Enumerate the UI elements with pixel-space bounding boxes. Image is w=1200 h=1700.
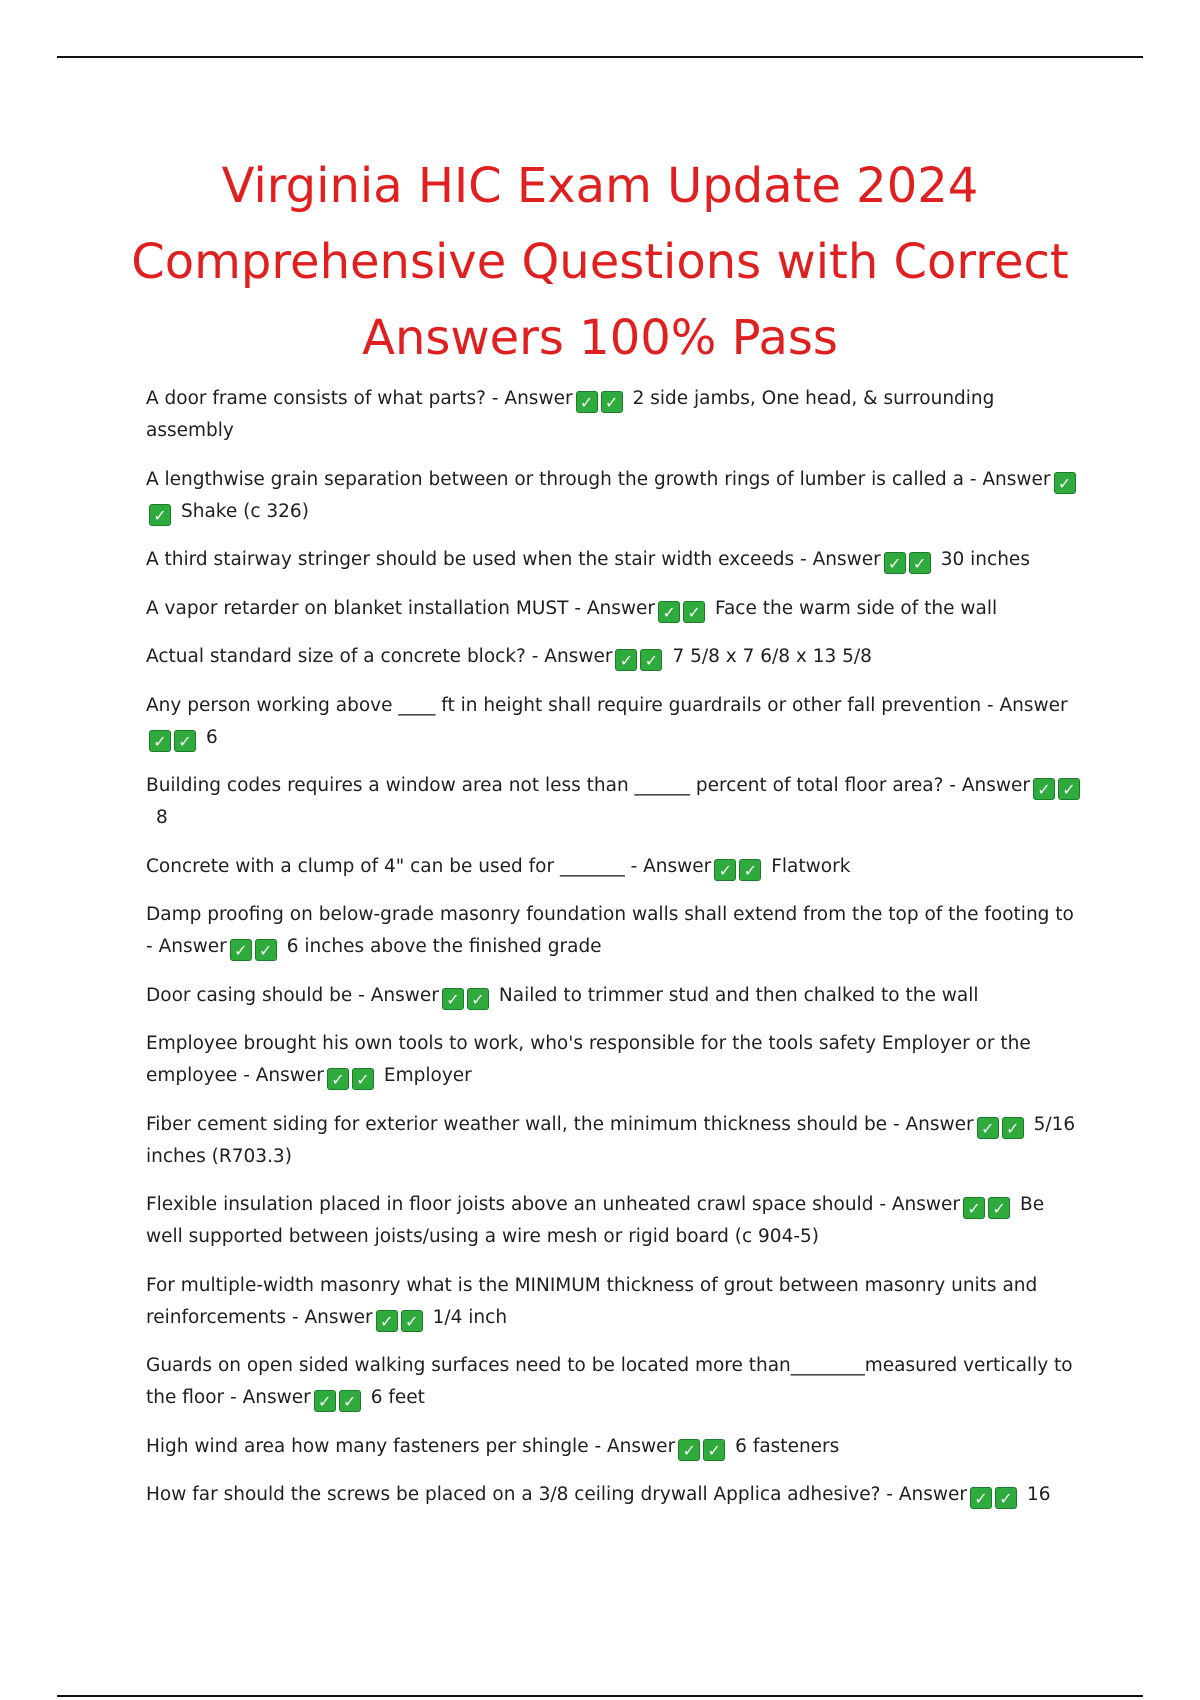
answer-text: Be well supported between joists/using a wire mesh or rigid board (c 904-5) bbox=[146, 1194, 1045, 1247]
answer-label: Answer bbox=[961, 775, 1030, 796]
question-text: Employee brought his own tools to work, who's responsible for the tools safety Employer or the employee - bbox=[146, 1033, 1031, 1086]
answer-label: Answer bbox=[905, 1113, 974, 1135]
answer-label: Answer bbox=[999, 694, 1068, 716]
check-mark-icon: ✓ bbox=[327, 1068, 349, 1090]
answer-text: Face the warm side of the wall bbox=[715, 597, 998, 619]
check-mark-icon: ✓ bbox=[714, 859, 736, 881]
question-text: How far should the screws be placed on a 3/8 ceiling drywall Applica adhesive? - bbox=[146, 1484, 899, 1505]
check-mark-icon: ✓ bbox=[1058, 778, 1080, 800]
check-mark-icon: ✓ bbox=[376, 1310, 398, 1332]
qa-item bbox=[146, 544, 1086, 576]
check-mark-icon: ✓ bbox=[314, 1390, 336, 1412]
check-mark-icon: ✓ bbox=[1033, 778, 1055, 800]
check-mark-icon: ✓ bbox=[339, 1390, 361, 1412]
answer-text: Shake (c 326) bbox=[181, 500, 309, 522]
answer-label: Answer bbox=[607, 1435, 676, 1457]
answer-text: 6 bbox=[206, 726, 218, 748]
check-mark-icon: ✓ bbox=[352, 1068, 374, 1090]
check-mark-icon: ✓ bbox=[683, 601, 705, 623]
question-text: Flexible insulation placed in floor joists above an unheated crawl space should - bbox=[146, 1194, 892, 1215]
qa-item bbox=[146, 1350, 1086, 1414]
qa-item bbox=[146, 851, 1086, 883]
question-text: Guards on open sided walking surfaces need to be located more than________measured vertically to the floor - bbox=[146, 1355, 1073, 1408]
bottom-rule bbox=[57, 1695, 1143, 1697]
qa-item bbox=[146, 383, 1086, 447]
check-mark-icon: ✓ bbox=[988, 1197, 1010, 1219]
qa-item bbox=[146, 1109, 1086, 1173]
answer-label: Answer bbox=[304, 1306, 373, 1328]
check-mark-icon: ✓ bbox=[467, 988, 489, 1010]
check-mark-icon: ✓ bbox=[576, 391, 598, 413]
answer-label: Answer bbox=[370, 984, 439, 1006]
check-mark-icon: ✓ bbox=[995, 1487, 1017, 1509]
question-text: Actual standard size of a concrete block? - bbox=[146, 646, 545, 667]
check-mark-icon: ✓ bbox=[230, 939, 252, 961]
check-mark-icon: ✓ bbox=[963, 1197, 985, 1219]
answer-text: 6 feet bbox=[370, 1387, 425, 1408]
qa-item bbox=[146, 690, 1086, 754]
check-mark-icon: ✓ bbox=[149, 730, 171, 752]
qa-item bbox=[146, 1270, 1086, 1334]
qa-item bbox=[146, 1479, 1086, 1511]
check-mark-icon: ✓ bbox=[970, 1487, 992, 1509]
answer-label: Answer bbox=[242, 1387, 311, 1408]
check-mark-icon: ✓ bbox=[640, 649, 662, 671]
answer-label: Answer bbox=[643, 855, 712, 877]
check-mark-icon: ✓ bbox=[401, 1310, 423, 1332]
answer-text: 6 inches above the finished grade bbox=[286, 936, 602, 957]
answer-text: 7 5/8 x 7 6/8 x 13 5/8 bbox=[672, 646, 872, 667]
question-text: A third stairway stringer should be used when the stair width exceeds - bbox=[146, 549, 813, 570]
answer-label: Answer bbox=[982, 468, 1051, 490]
answer-text: 16 bbox=[1026, 1484, 1051, 1505]
answer-text: 8 bbox=[156, 807, 168, 828]
answer-label: Answer bbox=[544, 646, 613, 667]
answer-label: Answer bbox=[891, 1194, 961, 1215]
answer-text: Nailed to trimmer stud and then chalked to the wall bbox=[498, 984, 979, 1006]
check-mark-icon: ✓ bbox=[1054, 472, 1076, 494]
check-mark-icon: ✓ bbox=[255, 939, 277, 961]
check-mark-icon: ✓ bbox=[884, 552, 906, 574]
qa-item bbox=[146, 1189, 1086, 1253]
qa-item bbox=[146, 1028, 1086, 1092]
answer-label: Answer bbox=[158, 936, 227, 957]
qa-item bbox=[146, 641, 1086, 673]
check-mark-icon: ✓ bbox=[977, 1117, 999, 1139]
check-mark-icon: ✓ bbox=[658, 601, 680, 623]
question-text: Any person working above ____ ft in height shall require guardrails or other fall prevention - bbox=[146, 694, 1000, 716]
question-text: Building codes requires a window area not less than ______ percent of total floor area? - bbox=[146, 775, 962, 796]
check-mark-icon: ✓ bbox=[703, 1439, 725, 1461]
answer-text: 6 fasteners bbox=[735, 1435, 840, 1457]
question-text: Door casing should be - bbox=[146, 984, 371, 1006]
question-text: Fiber cement siding for exterior weather wall, the minimum thickness should be - bbox=[146, 1113, 906, 1135]
qa-item bbox=[146, 980, 1086, 1012]
check-mark-icon: ✓ bbox=[678, 1439, 700, 1461]
check-mark-icon: ✓ bbox=[149, 504, 171, 526]
check-mark-icon: ✓ bbox=[601, 391, 623, 413]
check-mark-icon: ✓ bbox=[1002, 1117, 1024, 1139]
top-rule bbox=[57, 56, 1143, 58]
answer-label: Answer bbox=[812, 549, 881, 570]
check-mark-icon: ✓ bbox=[739, 859, 761, 881]
answer-text: 5/16 inches (R703.3) bbox=[146, 1113, 1076, 1167]
check-mark-icon: ✓ bbox=[909, 552, 931, 574]
question-text: High wind area how many fasteners per shingle - bbox=[146, 1435, 608, 1457]
qa-item bbox=[146, 899, 1086, 963]
question-text: For multiple-width masonry what is the MINIMUM thickness of grout between masonry units and reinforcements - bbox=[146, 1274, 1038, 1328]
question-text: A vapor retarder on blanket installation MUST - bbox=[146, 597, 587, 619]
answer-label: Answer bbox=[898, 1484, 967, 1505]
qa-item bbox=[146, 464, 1086, 528]
answer-text: 30 inches bbox=[940, 549, 1030, 570]
qa-list bbox=[146, 383, 1086, 1528]
question-text: Damp proofing on below-grade masonry foundation walls shall extend from the top of the footing to - bbox=[146, 904, 1074, 957]
answer-label: Answer bbox=[504, 388, 573, 409]
answer-label: Answer bbox=[586, 597, 656, 619]
qa-item bbox=[146, 1431, 1086, 1463]
qa-item bbox=[146, 770, 1086, 834]
qa-item bbox=[146, 593, 1086, 625]
question-text: A lengthwise grain separation between or through the growth rings of lumber is called a - bbox=[146, 468, 983, 490]
answer-label: Answer bbox=[255, 1065, 324, 1086]
answer-text: 2 side jambs, One head, & surrounding assembly bbox=[146, 388, 995, 441]
question-text: Concrete with a clump of 4" can be used for _______ - bbox=[146, 855, 644, 877]
answer-text: Employer bbox=[383, 1065, 472, 1086]
answer-text: 1/4 inch bbox=[432, 1306, 508, 1328]
check-mark-icon: ✓ bbox=[174, 730, 196, 752]
check-mark-icon: ✓ bbox=[615, 649, 637, 671]
check-mark-icon: ✓ bbox=[442, 988, 464, 1010]
page-title: Virginia HIC Exam Update 2024 Comprehensive Questions with Correct Answers 100% Pass bbox=[131, 158, 1069, 366]
answer-text: Flatwork bbox=[771, 855, 851, 877]
question-text: A door frame consists of what parts? - bbox=[146, 388, 505, 409]
